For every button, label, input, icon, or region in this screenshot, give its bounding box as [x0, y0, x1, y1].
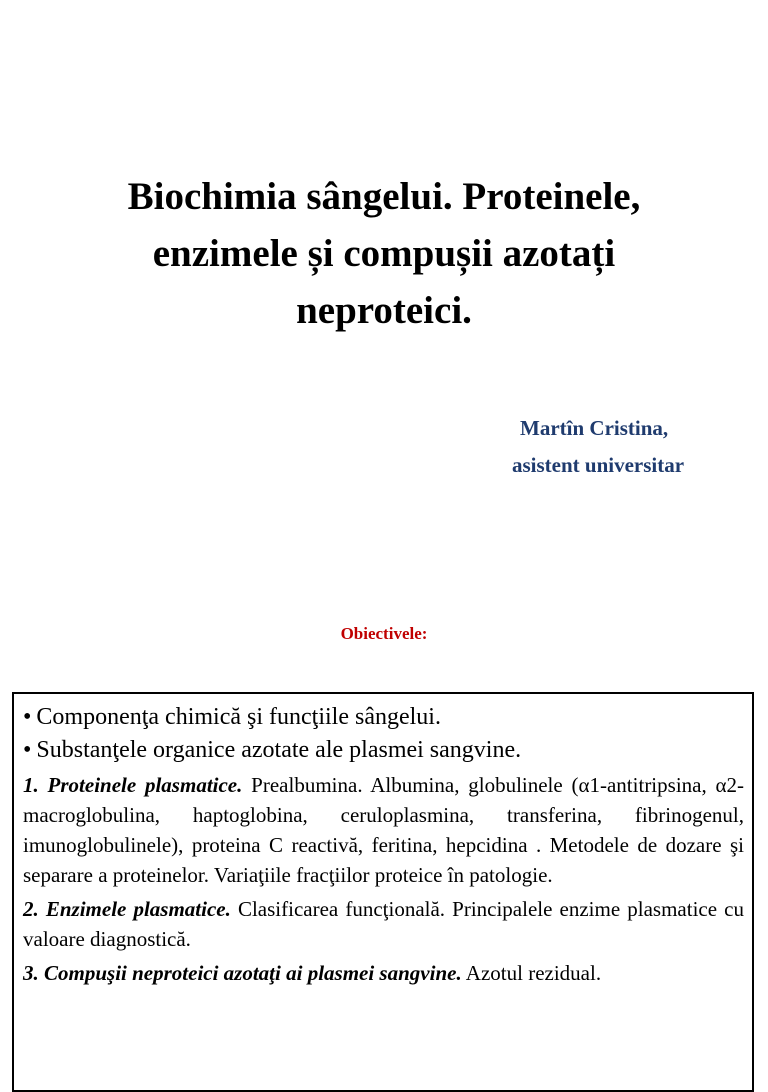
paragraph-lead: 1. Proteinele plasmatice.	[23, 773, 243, 797]
bullet-item	[23, 737, 744, 764]
page-title	[40, 168, 728, 339]
bullet-icon: •	[23, 737, 32, 763]
author-block	[500, 410, 740, 484]
author-name: Martîn Cristina,	[520, 416, 669, 440]
paragraph-text: Azotul rezidual.	[461, 961, 602, 985]
bullet-text: Componenţa chimică şi funcţiile sângelui.	[36, 704, 441, 730]
paragraph-lead: 3. Compuşii neproteici azotaţi ai plasmei sangvine.	[23, 961, 462, 985]
objectives-heading: Obiectivele:	[340, 624, 428, 643]
objective-paragraph	[23, 770, 744, 890]
paragraph-text: Prealbumina. Albumina, globulinele (α1-antitripsina, α2-macroglobulina, haptoglobina, ceruloplasmina, transferina, fibrinogenul, imunoglobulinele), proteina C reactivă, feritina, hepcidina . Metodele de dozare şi separare a proteinelor. Variaţiile fracţiilor proteice în patologie.	[23, 773, 745, 887]
bullet-icon: •	[23, 704, 32, 730]
paragraph-text: Clasificarea funcţională. Principalele enzime plasmatice cu valoare diagnostică.	[23, 897, 744, 951]
title-line-3: neproteici.	[296, 289, 472, 332]
bullet-item	[23, 704, 744, 731]
title-line-1: Biochimia sângelui. Proteinele,	[127, 175, 641, 218]
author-position: asistent universitar	[512, 453, 685, 477]
title-line-2: enzimele și compușii azotați	[152, 232, 616, 275]
objective-paragraph	[23, 894, 744, 954]
objectives-box	[12, 692, 754, 1092]
bullet-text: Substanţele organice azotate ale plasmei sangvine.	[36, 737, 522, 763]
paragraph-lead: 2. Enzimele plasmatice.	[23, 897, 231, 921]
objective-paragraph	[23, 958, 744, 988]
